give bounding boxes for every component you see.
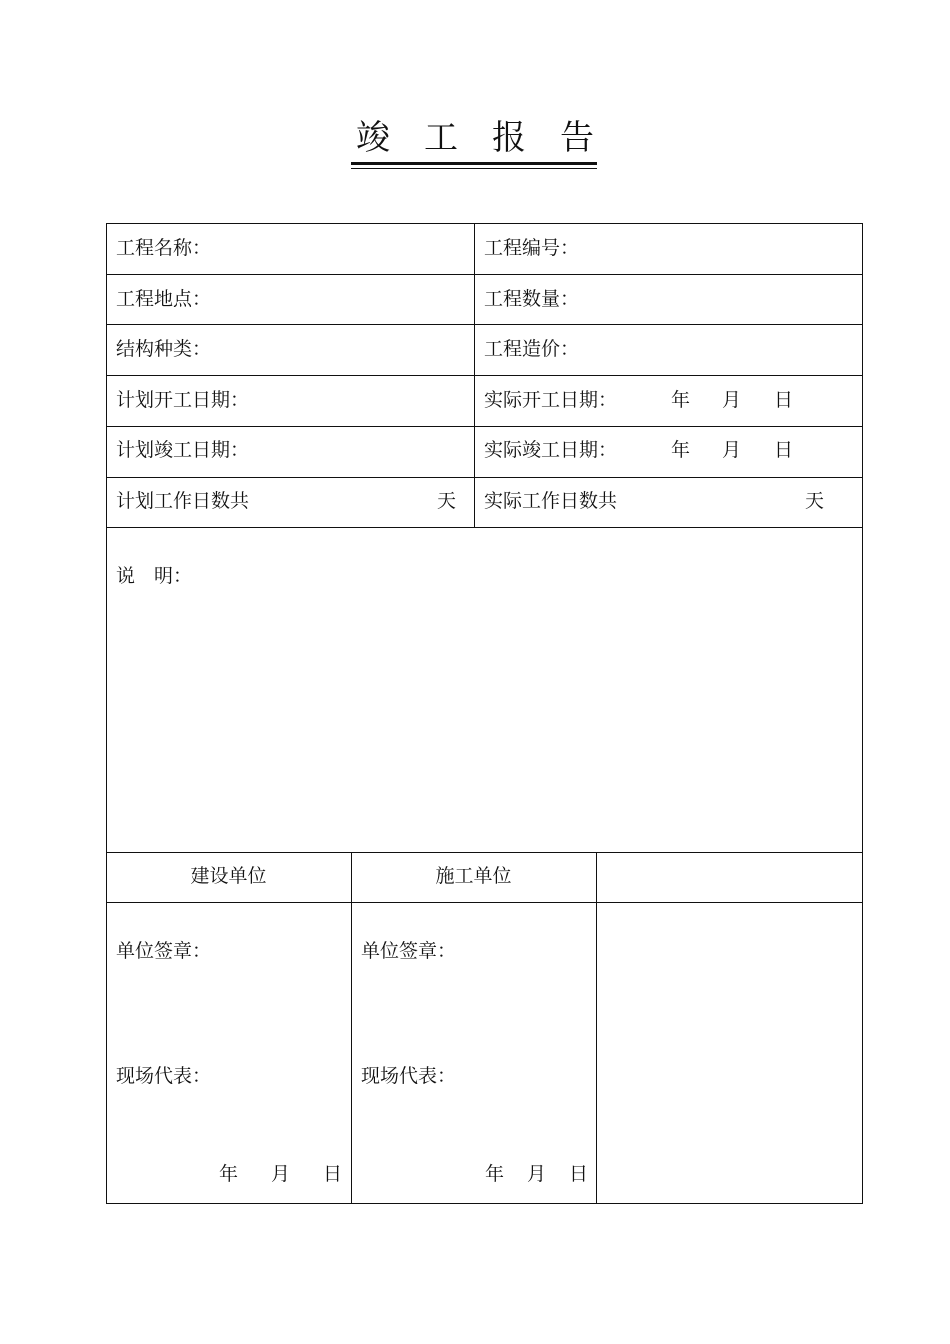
planned-workdays-label: 计划工作日数共: [116, 490, 250, 512]
contractor-header: 施工单位: [435, 865, 512, 887]
title-char-4: 告: [560, 118, 594, 158]
structure-type-label: 结构种类：: [116, 338, 212, 360]
row-divider: [106, 902, 863, 903]
actual-workdays-label: 实际工作日数共: [484, 490, 618, 512]
date-day: 日: [774, 439, 794, 461]
contractor-seal-label: 单位签章：: [361, 940, 457, 962]
date-month: 月: [722, 439, 742, 461]
project-location-label: 工程地点：: [116, 288, 212, 310]
row-divider: [106, 852, 863, 853]
date-year: 年: [671, 439, 691, 461]
column-divider: [351, 852, 352, 1204]
project-quantity-label: 工程数量：: [484, 288, 580, 310]
row-divider: [106, 477, 863, 478]
date-month: 月: [722, 389, 742, 411]
title-underline-thick: [351, 162, 597, 165]
contractor-rep-label: 现场代表：: [361, 1065, 457, 1087]
actual-days-unit: 天: [805, 490, 825, 512]
notes-label: 说 明：: [116, 565, 193, 587]
row-divider: [106, 375, 863, 376]
date-year: 年: [485, 1163, 505, 1185]
date-month: 月: [527, 1163, 547, 1185]
document-title: [0, 110, 950, 159]
date-day: 日: [323, 1163, 343, 1185]
title-underline-thin: [351, 168, 597, 169]
planned-start-date-label: 计划开工日期：: [116, 389, 250, 411]
actual-start-date-label: 实际开工日期：: [484, 389, 618, 411]
row-divider: [106, 274, 863, 275]
actual-completion-date-label: 实际竣工日期：: [484, 439, 618, 461]
planned-days-unit: 天: [437, 490, 457, 512]
title-char-1: 竣: [356, 118, 390, 158]
title-char-3: 报: [492, 118, 526, 158]
column-divider: [474, 223, 475, 528]
planned-completion-date-label: 计划竣工日期：: [116, 439, 250, 461]
row-divider: [106, 324, 863, 325]
date-month: 月: [271, 1163, 291, 1185]
report-form-table: [106, 223, 863, 1204]
title-char-2: 工: [424, 118, 458, 158]
date-year: 年: [671, 389, 691, 411]
construction-owner-header: 建设单位: [190, 865, 267, 887]
owner-rep-label: 现场代表：: [116, 1065, 212, 1087]
date-day: 日: [569, 1163, 589, 1185]
column-divider: [596, 852, 597, 1204]
row-divider: [106, 426, 863, 427]
date-year: 年: [219, 1163, 239, 1185]
date-day: 日: [774, 389, 794, 411]
project-name-label: 工程名称：: [116, 237, 212, 259]
project-number-label: 工程编号：: [484, 237, 580, 259]
project-cost-label: 工程造价：: [484, 338, 580, 360]
owner-seal-label: 单位签章：: [116, 940, 212, 962]
row-divider: [106, 527, 863, 528]
